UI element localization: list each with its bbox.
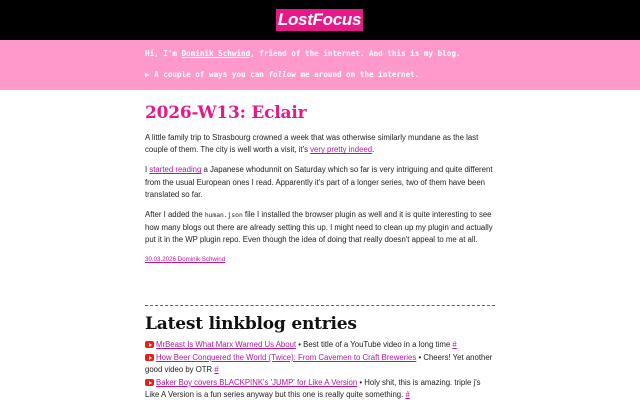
paragraph-text: file I installed the browser plugin as well and it is quite interesting to see how many blogs out there are already setting this up. I might need to clean up my plugin and actually put it in the WP plugin repo. Even though the idea of doing that really doesn't appeal to me at all. xyxy=(145,210,493,245)
site-header xyxy=(0,0,640,40)
linkblog-title: Latest linkblog entries xyxy=(145,314,357,334)
paragraph-prefix: After I added the xyxy=(145,210,205,220)
youtube-icon xyxy=(145,379,154,386)
author-link[interactable]: Dominik Schwind xyxy=(181,49,251,58)
post-paragraph-2 xyxy=(145,164,497,201)
post-article xyxy=(145,98,497,263)
paragraph-text: A little family trip to Strasbourg crowned a week that was otherwise similarly mundane as the last couple of them. The city is well worth a visit, it's xyxy=(145,133,479,155)
youtube-icon xyxy=(145,354,154,361)
filename-code: human.json xyxy=(204,212,243,220)
paragraph-text: a Japanese whodunnit on Saturday which so far is very intriguing and quite different from the usual European ones I read. Apparently it's part of a longer series, two of them have been translated so far. xyxy=(145,165,493,199)
site-logo[interactable]: LostFocus xyxy=(277,10,362,29)
post-paragraph-3 xyxy=(145,209,497,247)
linkblog-entry-link[interactable]: Baker Boy covers BLACKPINK's 'JUMP' for Like A Version xyxy=(156,378,358,387)
follow-text-post: me around on the internet. xyxy=(295,70,420,79)
paragraph-end: . xyxy=(372,145,375,155)
post-paragraph-1 xyxy=(145,132,497,156)
linkblog-entry-text: • Holy shit, this is amazing. triple j's Like A Version is a fun series anyway but this one is really quite something. xyxy=(145,378,481,399)
follow-text-em: follow xyxy=(268,70,296,79)
intro-line xyxy=(145,48,615,59)
paragraph-prefix: I xyxy=(145,165,150,175)
follow-text-pre: A couple of ways you can xyxy=(149,70,269,79)
intro-suffix: , friend of the internet. And this is my blog. xyxy=(250,49,461,58)
permalink-hash[interactable]: # xyxy=(452,340,457,349)
section-divider xyxy=(145,305,495,306)
linkblog-list xyxy=(145,339,497,400)
linkblog-entry-text: • Cheers! Yet another good video by OTR xyxy=(145,353,493,374)
linkblog-entry xyxy=(145,352,497,376)
follow-toggle[interactable] xyxy=(145,69,615,80)
linkblog-entry-link[interactable]: MrBeast Is What Marx Warned Us About xyxy=(156,340,297,349)
linkblog-entry xyxy=(145,377,497,400)
permalink-hash[interactable]: # xyxy=(405,390,410,399)
disclosure-triangle-icon: ▶ xyxy=(145,70,150,79)
intro-prefix: Hi, I'm xyxy=(145,49,182,58)
linkblog-entry-text: • Best title of a YouTube video in a long time xyxy=(296,340,453,349)
strasbourg-link[interactable]: very pretty indeed xyxy=(310,145,373,155)
youtube-icon xyxy=(145,341,154,348)
permalink-hash[interactable]: # xyxy=(214,365,219,374)
started-reading-link[interactable]: started reading xyxy=(149,165,202,175)
linkblog-entry-link[interactable]: How Beer Conquered the World (Twice): From Cavemen to Craft Breweries xyxy=(156,353,417,362)
linkblog-entry xyxy=(145,339,497,351)
post-title[interactable]: 2026-W13: Eclair xyxy=(145,103,307,123)
post-meta-link[interactable]: 30.03.2026 Dominik Schwind xyxy=(145,255,226,263)
